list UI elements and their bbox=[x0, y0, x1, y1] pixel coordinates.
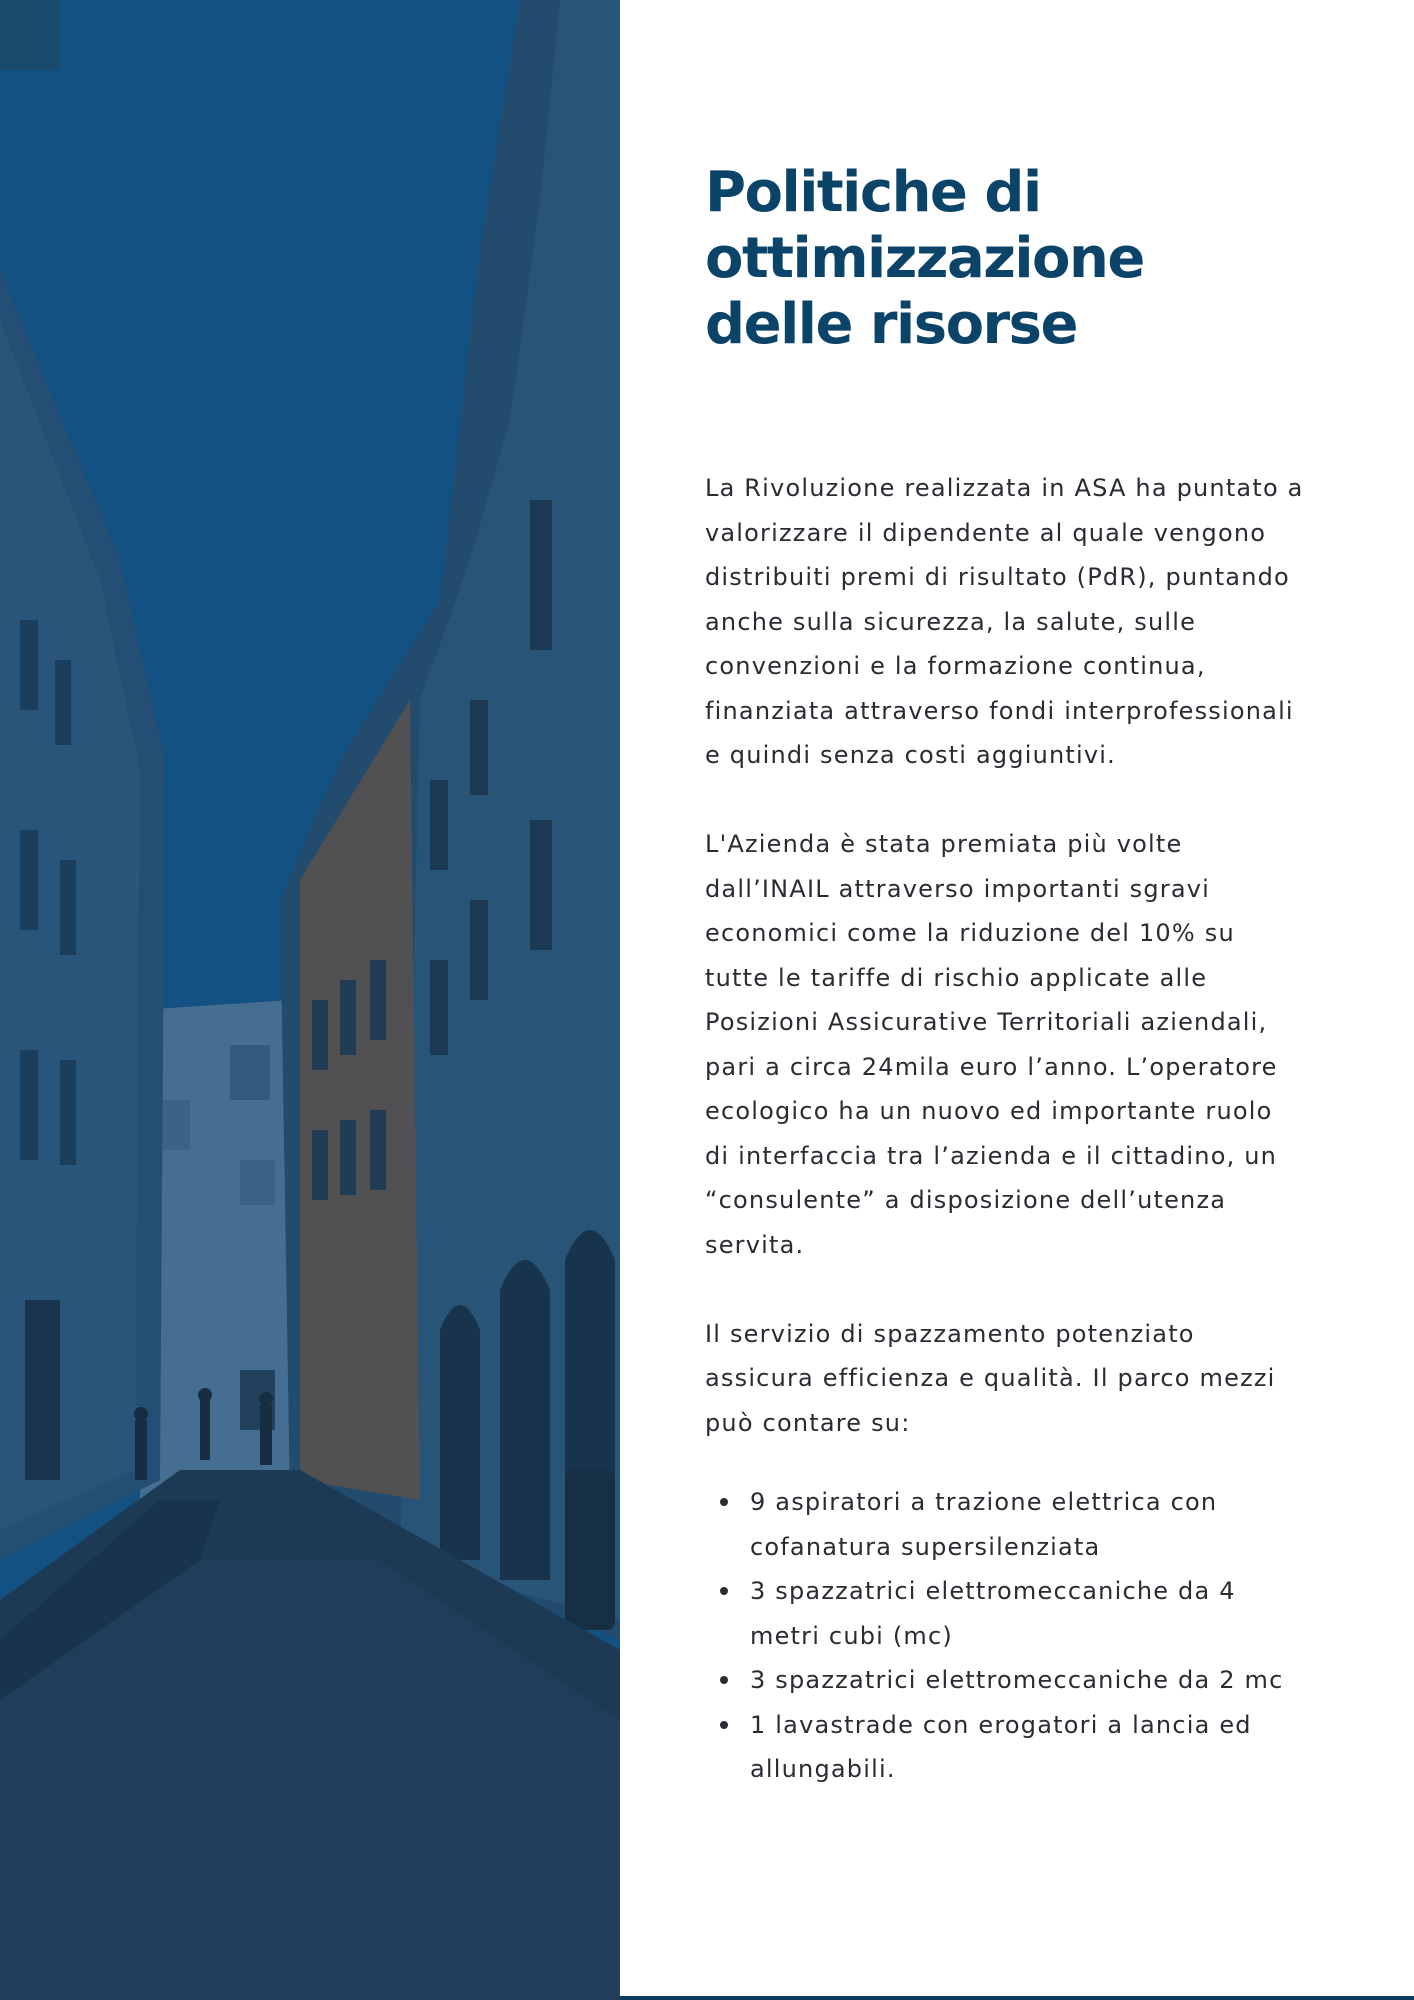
paragraph-spazzamento: Il servizio di spazzamento potenziato assicura efficienza e qualità. Il parco mezzi può contare su: bbox=[705, 1319, 1276, 1437]
paragraph-inail: L'Azienda è stata premiata più volte dall’INAIL attraverso importanti sgravi economici come la riduzione del 10% su tutte le tariffe di rischio applicate alle Posizioni Assicurative Territoriali aziendali, pari a circa 24mila euro l’anno. L’operatore ecologico ha un nuovo ed importante ruolo di interfaccia tra l’azienda e il cittadino, un “consulente” a disposizione dell’utenza servita. bbox=[705, 830, 1278, 1259]
list-item-text: 3 spazzatrici elettromeccaniche da 4 metri cubi (mc) bbox=[750, 1577, 1236, 1650]
list-item-text: 9 aspiratori a trazione elettrica con cofanatura supersilenziata bbox=[750, 1488, 1218, 1561]
vehicle-list bbox=[705, 1480, 1305, 1792]
street-photo bbox=[0, 0, 620, 2000]
list-item bbox=[705, 1703, 1305, 1792]
list-item-text: 1 lavastrade con erogatori a lancia ed allungabili. bbox=[750, 1710, 1252, 1783]
text-column bbox=[705, 160, 1305, 1792]
street-photo-illustration bbox=[0, 0, 620, 2000]
page-title: Politiche di ottimizzazione delle risorse bbox=[705, 160, 1144, 357]
list-item bbox=[705, 1569, 1305, 1658]
bullet-icon bbox=[720, 1498, 728, 1506]
bullet-icon bbox=[720, 1721, 728, 1729]
bullet-icon bbox=[720, 1587, 728, 1595]
list-item bbox=[705, 1658, 1305, 1703]
bullet-icon bbox=[720, 1676, 728, 1684]
list-item bbox=[705, 1480, 1305, 1569]
list-item-text: 3 spazzatrici elettromeccaniche da 2 mc bbox=[750, 1666, 1284, 1694]
paragraph-intro: La Rivoluzione realizzata in ASA ha puntato a valorizzare il dipendente al quale vengono distribuiti premi di risultato (PdR), puntando anche sulla sicurezza, la salute, sulle convenzioni e la formazione continua, finanziata attraverso fondi interprofessionali e quindi senza costi aggiuntivi. bbox=[705, 474, 1304, 769]
bottom-rule bbox=[620, 1996, 1414, 2000]
